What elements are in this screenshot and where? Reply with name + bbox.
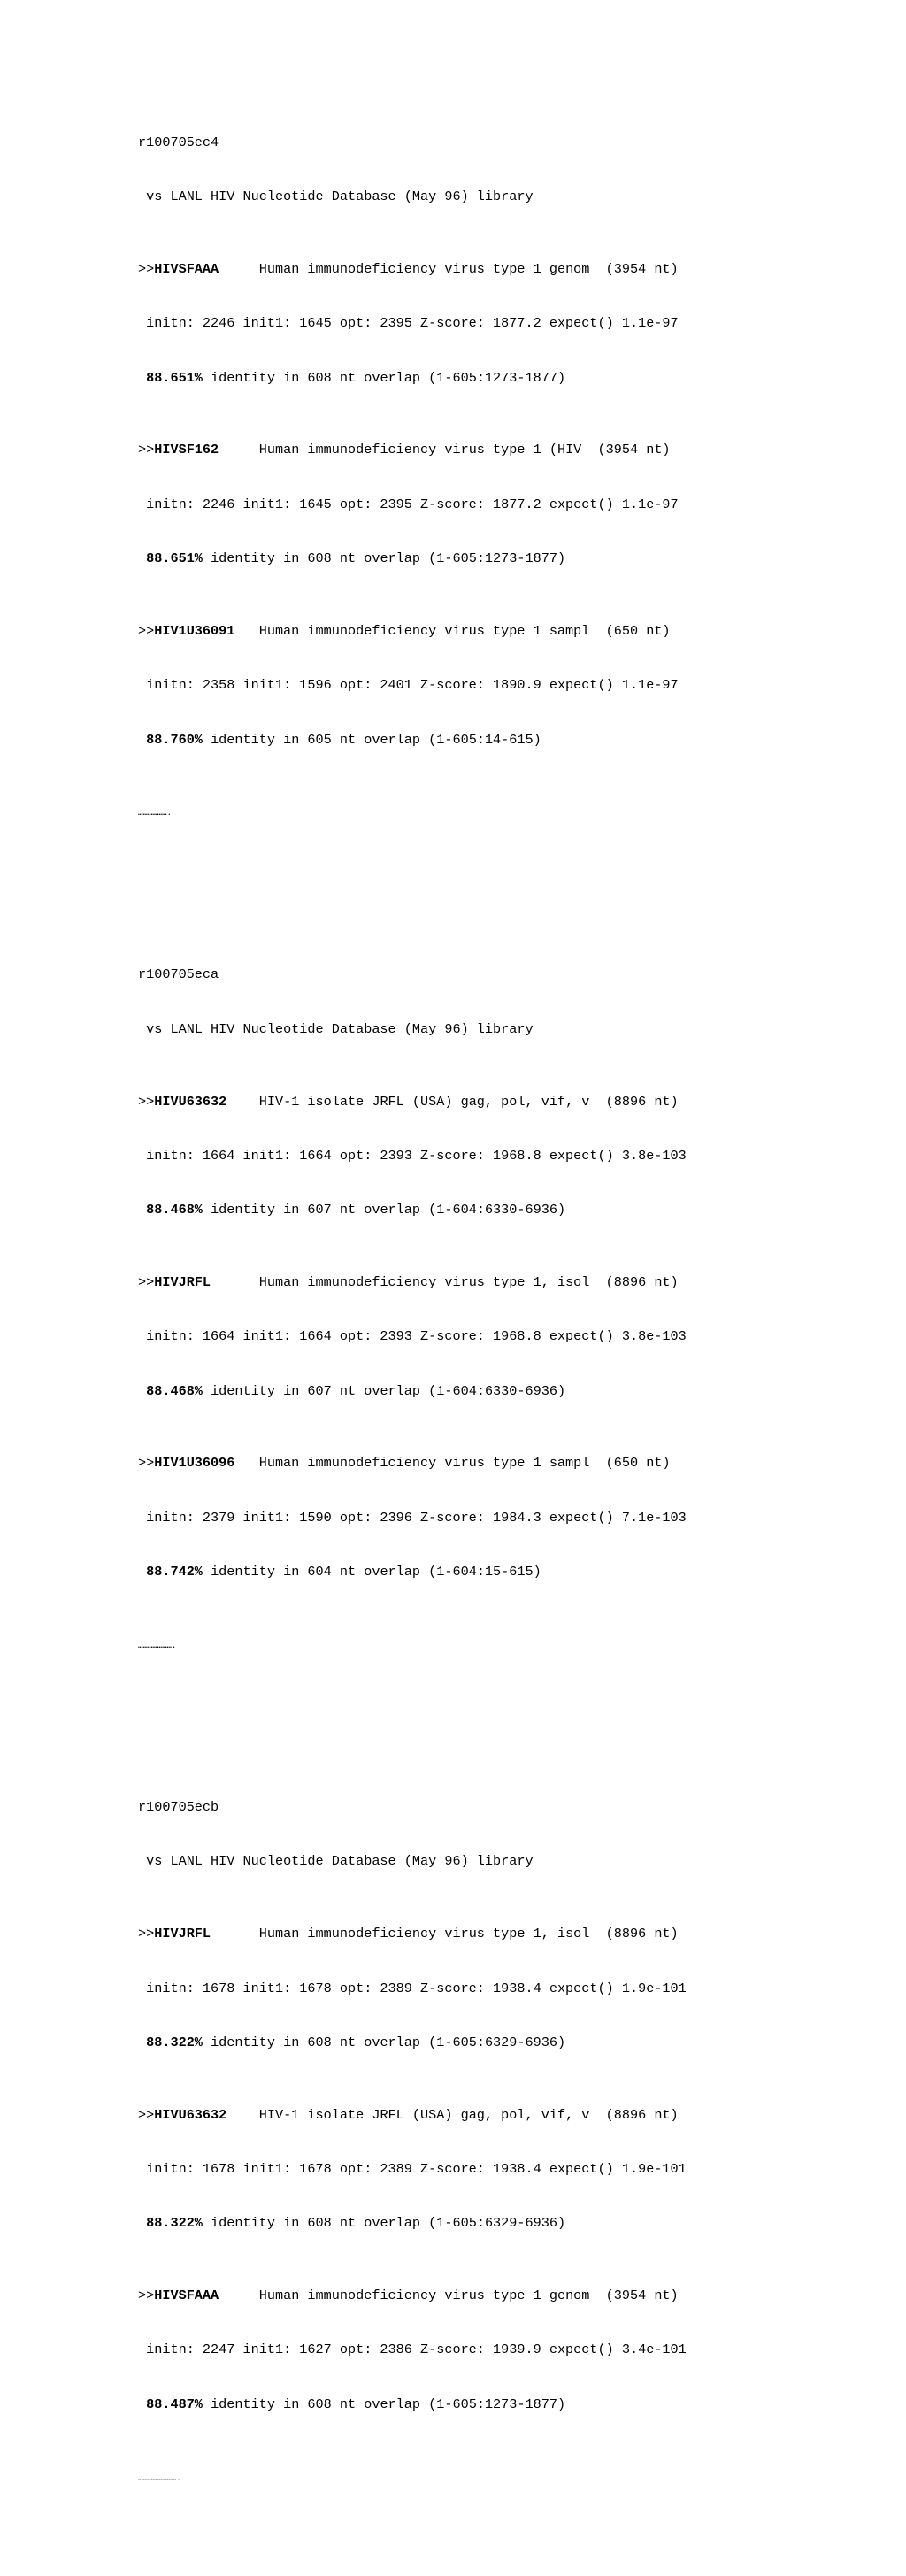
hit-accession: HIVSFAAA	[154, 2288, 219, 2304]
hit-overlap: identity in 608 nt overlap (1-605:6329-6936)	[211, 2034, 566, 2050]
hit-accession: HIVSF162	[154, 442, 219, 458]
hit-scores: initn: 2247 init1: 1627 opt: 2386 Z-score: 1939.9 expect() 3.4e-101	[146, 2341, 687, 2358]
hit-header: >>HIVJRFL Human immunodeficiency virus type 1, isol (8896 nt)	[138, 1274, 679, 1290]
hit-overlap: identity in 608 nt overlap (1-605:1273-1877)	[211, 550, 566, 567]
hit-description: Human immunodeficiency virus type 1 (HIV (3954 nt)	[258, 442, 671, 458]
hit-identity: 88.742%	[146, 1564, 203, 1580]
library-line: vs LANL HIV Nucleotide Database (May 96) library	[146, 188, 534, 205]
hit-scores: initn: 1664 init1: 1664 opt: 2393 Z-score: 1968.8 expect() 3.8e-103	[146, 1147, 687, 1164]
hit-description: Human immunodeficiency virus type 1 genom (3954 nt)	[258, 260, 679, 277]
hit-overlap: identity in 607 nt overlap (1-604:6330-6936)	[211, 1382, 566, 1399]
hit-identity: 88.760%	[146, 731, 203, 748]
hit-overlap: identity in 604 nt overlap (1-604:15-615)	[211, 1564, 541, 1580]
hit-accession: HIVJRFL	[154, 1926, 211, 1942]
query-block	[138, 1762, 687, 2522]
hit-overlap: identity in 608 nt overlap (1-605:1273-1877)	[211, 2395, 566, 2412]
hit-header: >>HIVSFAAA Human immunodeficiency virus type 1 genom (3954 nt)	[138, 2288, 679, 2304]
hit-overlap: identity in 605 nt overlap (1-605:14-615)	[211, 731, 541, 748]
hit-identity: 88.487%	[146, 2395, 203, 2412]
hit-header: >>HIVU63632 HIV-1 isolate JRFL (USA) gag, pol, vif, v (8896 nt)	[138, 1093, 679, 1110]
hit-description: HIV-1 isolate JRFL (USA) gag, pol, vif, v (8896 nt)	[258, 1093, 679, 1110]
hit-scores: initn: 2358 init1: 1596 opt: 2401 Z-score: 1890.9 expect() 1.1e-97	[146, 677, 679, 694]
hit-scores: initn: 2379 init1: 1590 opt: 2396 Z-score: 1984.3 expect() 7.1e-103	[146, 1509, 687, 1526]
hit-scores: initn: 1664 init1: 1664 opt: 2393 Z-score: 1968.8 expect() 3.8e-103	[146, 1328, 687, 1345]
hit-header: >>HIVSFAAA Human immunodeficiency virus type 1 genom (3954 nt)	[138, 260, 679, 277]
query-id: r100705ec4	[138, 134, 219, 150]
library-line: vs LANL HIV Nucleotide Database (May 96) library	[146, 1853, 534, 1870]
library-line: vs LANL HIV Nucleotide Database (May 96) library	[146, 1020, 534, 1037]
query-id: r100705eca	[138, 966, 219, 983]
hit-description: Human immunodeficiency virus type 1 sampl (650 nt)	[258, 1455, 671, 1472]
hit-header: >>HIVU63632 HIV-1 isolate JRFL (USA) gag, pol, vif, v (8896 nt)	[138, 2106, 679, 2123]
hit-accession: HIVSFAAA	[154, 260, 219, 277]
hit-accession: HIVJRFL	[154, 1274, 211, 1290]
query-id: r100705ecb	[138, 1799, 219, 1816]
hit-overlap: identity in 607 nt overlap (1-604:6330-6936)	[211, 1202, 566, 1219]
block-separator: …………………….	[138, 2473, 181, 2483]
hit-description: Human immunodeficiency virus type 1, isol (8896 nt)	[258, 1274, 679, 1290]
hit-overlap: identity in 608 nt overlap (1-605:6329-6936)	[211, 2215, 566, 2232]
hit-header: >>HIV1U36091 Human immunodeficiency virus type 1 sampl (650 nt)	[138, 622, 671, 639]
hit-description: Human immunodeficiency virus type 1 genom (3954 nt)	[258, 2288, 679, 2304]
hit-description: HIV-1 isolate JRFL (USA) gag, pol, vif, v (8896 nt)	[258, 2106, 679, 2123]
hit-identity: 88.651%	[146, 550, 203, 567]
hit-scores: initn: 1678 init1: 1678 opt: 2389 Z-score: 1938.4 expect() 1.9e-101	[146, 2161, 687, 2177]
hit-scores: initn: 1678 init1: 1678 opt: 2389 Z-score: 1938.4 expect() 1.9e-101	[146, 1980, 687, 1996]
block-separator: ………………….	[138, 1641, 177, 1650]
hit-header: >>HIVSF162 Human immunodeficiency virus type 1 (HIV (3954 nt)	[138, 442, 671, 458]
hit-identity: 88.468%	[146, 1382, 203, 1399]
hit-identity: 88.322%	[146, 2215, 203, 2232]
hit-identity: 88.651%	[146, 369, 203, 386]
hit-scores: initn: 2246 init1: 1645 opt: 2395 Z-score: 1877.2 expect() 1.1e-97	[146, 496, 679, 512]
hit-identity: 88.322%	[146, 2034, 203, 2050]
search-results-text	[138, 25, 687, 2576]
hit-identity: 88.468%	[146, 1202, 203, 1219]
hit-scores: initn: 2246 init1: 1645 opt: 2395 Z-score: 1877.2 expect() 1.1e-97	[146, 315, 679, 332]
block-separator: ……………….	[138, 809, 172, 819]
hit-accession: HIV1U36091	[154, 622, 235, 639]
hit-description: Human immunodeficiency virus type 1, isol (8896 nt)	[258, 1926, 679, 1942]
query-block	[138, 929, 687, 1689]
query-block	[138, 97, 687, 857]
hit-accession: HIVU63632	[154, 2106, 227, 2123]
hit-overlap: identity in 608 nt overlap (1-605:1273-1877)	[211, 369, 566, 386]
hit-header: >>HIV1U36096 Human immunodeficiency virus type 1 sampl (650 nt)	[138, 1455, 671, 1472]
hit-accession: HIVU63632	[154, 1093, 227, 1110]
hit-description: Human immunodeficiency virus type 1 sampl (650 nt)	[258, 622, 671, 639]
hit-accession: HIV1U36096	[154, 1455, 235, 1472]
hit-header: >>HIVJRFL Human immunodeficiency virus type 1, isol (8896 nt)	[138, 1926, 679, 1942]
